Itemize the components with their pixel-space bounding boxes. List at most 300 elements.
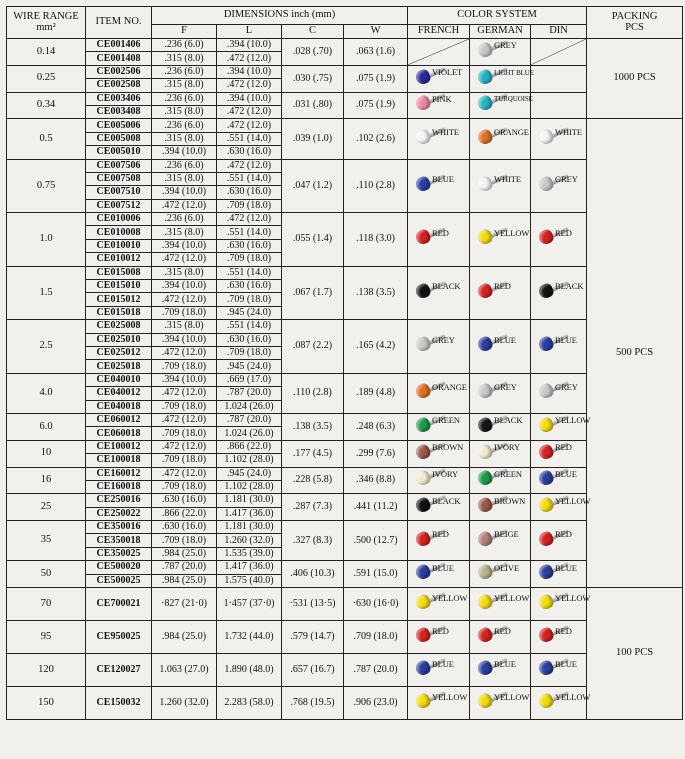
- item-no-cell: CE060018: [86, 427, 152, 440]
- wire-range-cell: 25: [7, 494, 86, 521]
- item-no-cell: CE001408: [86, 52, 152, 65]
- dim-f-cell: .630 (16.0): [152, 494, 217, 507]
- item-no-cell: CE350025: [86, 547, 152, 560]
- dim-f-cell: .315 (8.0): [152, 132, 217, 145]
- color-cell-german: [470, 621, 531, 654]
- dim-f-cell: .709 (18.0): [152, 360, 217, 373]
- color-label: BLUE: [555, 562, 577, 573]
- dim-f-cell: .709 (18.0): [152, 427, 217, 440]
- wire-range-cell: 0.14: [7, 39, 86, 66]
- item-no-cell: CE003406: [86, 92, 152, 105]
- item-no-cell: CE007506: [86, 159, 152, 172]
- dim-f-cell: .709 (18.0): [152, 306, 217, 319]
- color-cell-german: [470, 39, 531, 66]
- color-label: RED: [432, 529, 449, 540]
- wire-range-cell: 2.5: [7, 320, 86, 374]
- dim-w-cell: .102 (2.6): [344, 119, 408, 159]
- color-cell-din: [531, 687, 591, 720]
- color-cell-french: [408, 413, 470, 440]
- dim-l-cell: 1.102 (28.0): [217, 480, 282, 493]
- item-no-cell: CE040018: [86, 400, 152, 413]
- color-cell-french: [408, 654, 470, 687]
- item-no-cell: CE100012: [86, 440, 152, 453]
- item-no-cell: CE040012: [86, 387, 152, 400]
- dim-f-cell: .394 (10.0): [152, 239, 217, 252]
- dim-l-cell: .472 (12.0): [217, 79, 282, 92]
- color-cell-french: [408, 213, 470, 267]
- color-cell-din: [531, 440, 587, 467]
- color-label: YELLOW: [494, 592, 530, 603]
- item-no-cell: CE005008: [86, 132, 152, 145]
- dim-f-cell: .236 (6.0): [152, 119, 217, 132]
- item-no-cell: CE002506: [86, 65, 152, 78]
- dim-w-cell: .138 (3.5): [344, 266, 408, 320]
- item-no-cell: CE040010: [86, 373, 152, 386]
- color-cell-din: [531, 213, 587, 267]
- dim-l-cell: .394 (10.0): [217, 65, 282, 78]
- item-no-cell: CE250022: [86, 507, 152, 520]
- dim-w-cell: .075 (1.9): [344, 92, 408, 119]
- color-cell-din: [531, 467, 587, 494]
- dim-f-cell: .236 (6.0): [152, 159, 217, 172]
- table-row: [7, 561, 683, 574]
- dim-c-cell: .110 (2.8): [282, 373, 344, 413]
- color-label: ORANGE: [494, 127, 529, 138]
- color-cell-german: [470, 119, 531, 159]
- color-cell-german: [470, 213, 531, 267]
- table-row: [7, 39, 683, 52]
- dim-l-cell: .551 (14.0): [217, 172, 282, 185]
- dim-c-cell: .138 (3.5): [282, 413, 344, 440]
- dim-f-cell: .472 (12.0): [152, 346, 217, 359]
- item-no-cell: CE001406: [86, 39, 152, 52]
- dim-l-cell: .787 (20.0): [217, 387, 282, 400]
- color-cell-din: [531, 39, 587, 66]
- dim-f-cell: .236 (6.0): [152, 92, 217, 105]
- color-label: BROWN: [494, 495, 526, 506]
- dim-f-cell: .315 (8.0): [152, 52, 217, 65]
- color-cell-german: [470, 654, 531, 687]
- item-no-cell: CE007510: [86, 186, 152, 199]
- dim-l-cell: .945 (24.0): [217, 467, 282, 480]
- dim-f-cell: .630 (16.0): [152, 521, 217, 534]
- color-cell-german: [470, 65, 534, 92]
- color-label: GREEN: [494, 468, 522, 479]
- table-row: [7, 413, 683, 426]
- color-label: BLUE: [432, 658, 454, 669]
- wire-range-cell: 0.75: [7, 159, 86, 213]
- color-label: GREY: [432, 334, 455, 345]
- header-packing: PACKING PCS: [587, 7, 683, 39]
- dim-w-cell: .063 (1.6): [344, 39, 408, 66]
- dim-w-cell: .346 (8.8): [344, 467, 408, 494]
- item-no-cell: CE010006: [86, 213, 152, 226]
- dim-c-cell: .579 (14.7): [282, 621, 344, 654]
- dim-f-cell: .984 (25.0): [152, 574, 217, 587]
- dim-c-cell: .039 (1.0): [282, 119, 344, 159]
- color-cell-german: [470, 413, 531, 440]
- table-row: [7, 119, 683, 132]
- color-cell-french: [408, 561, 470, 588]
- table-row: [7, 687, 683, 720]
- dim-l-cell: .472 (12.0): [217, 52, 282, 65]
- wire-range-cell: 0.34: [7, 92, 86, 119]
- color-cell-german: [470, 159, 531, 213]
- header-w: W: [344, 25, 408, 39]
- table-row: [7, 654, 683, 687]
- item-no-cell: CE005010: [86, 146, 152, 159]
- color-label: BLUE: [555, 658, 577, 669]
- dim-f-cell: .709 (18.0): [152, 534, 217, 547]
- table-row: [7, 213, 683, 226]
- color-label: RED: [432, 227, 449, 238]
- color-label: YELLOW: [555, 415, 591, 426]
- dim-c-cell: .228 (5.8): [282, 467, 344, 494]
- color-cell-german: [470, 373, 531, 413]
- dim-w-cell: .709 (18.0): [344, 621, 408, 654]
- dim-l-cell: .394 (10.0): [217, 92, 282, 105]
- dim-l-cell: 1.575 (40.0): [217, 574, 282, 587]
- dim-l-cell: 1.260 (32.0): [217, 534, 282, 547]
- color-cell-french: [408, 373, 470, 413]
- color-label: OLIVE: [494, 562, 520, 573]
- item-no-cell: CE100018: [86, 454, 152, 467]
- wire-range-cell: 0.25: [7, 65, 86, 92]
- wire-range-cell: 95: [7, 621, 86, 654]
- color-cell-french: [408, 159, 470, 213]
- dim-f-cell: .984 (25.0): [152, 621, 217, 654]
- item-no-cell: CE003408: [86, 105, 152, 118]
- item-no-cell: CE950025: [86, 621, 152, 654]
- color-cell-german: [470, 521, 531, 561]
- dim-w-cell: .248 (6.3): [344, 413, 408, 440]
- color-label: PINK: [432, 93, 452, 104]
- color-cell-german: [470, 687, 531, 720]
- wire-range-cell: 0.5: [7, 119, 86, 159]
- color-cell-din: [531, 588, 591, 621]
- dim-f-cell: .472 (12.0): [152, 199, 217, 212]
- color-label: RED: [555, 625, 572, 636]
- color-cell-german: [470, 494, 531, 521]
- dim-w-cell: .189 (4.8): [344, 373, 408, 413]
- color-label: BROWN: [432, 442, 464, 453]
- dim-l-cell: .630 (16.0): [217, 333, 282, 346]
- dim-w-cell: .591 (15.0): [344, 561, 408, 588]
- dim-l-cell: 1.024 (26.0): [217, 427, 282, 440]
- dim-c-cell: .087 (2.2): [282, 320, 344, 374]
- dim-c-cell: .031 (.80): [282, 92, 344, 119]
- color-label: YELLOW: [555, 691, 591, 702]
- color-cell-din: [531, 373, 587, 413]
- dim-f-cell: .709 (18.0): [152, 480, 217, 493]
- item-no-cell: CE002508: [86, 79, 152, 92]
- empty-diagonal: [408, 39, 469, 65]
- color-cell-french: [408, 467, 470, 494]
- dim-f-cell: .472 (12.0): [152, 413, 217, 426]
- dim-w-cell: .299 (7.6): [344, 440, 408, 467]
- dim-l-cell: 1.535 (39.0): [217, 547, 282, 560]
- dim-f-cell: .866 (22.0): [152, 507, 217, 520]
- color-label: WHITE: [494, 174, 521, 185]
- dim-l-cell: 1.417 (36.0): [217, 561, 282, 574]
- dim-l-cell: .709 (18.0): [217, 346, 282, 359]
- header-c: C: [282, 25, 344, 39]
- dim-f-cell: .315 (8.0): [152, 320, 217, 333]
- color-label: BLUE: [432, 174, 454, 185]
- dim-c-cell: .055 (1.4): [282, 213, 344, 267]
- item-no-cell: CE025012: [86, 346, 152, 359]
- wire-range-cell: 120: [7, 654, 86, 687]
- item-no-cell: CE010012: [86, 253, 152, 266]
- table-row: [7, 373, 683, 386]
- dim-f-cell: .394 (10.0): [152, 373, 217, 386]
- dim-f-cell: .472 (12.0): [152, 253, 217, 266]
- color-label: YELLOW: [432, 691, 468, 702]
- dim-w-cell: .500 (12.7): [344, 521, 408, 561]
- dim-l-cell: .472 (12.0): [217, 105, 282, 118]
- dim-l-cell: 2.283 (58.0): [217, 687, 282, 720]
- item-no-cell: CE010008: [86, 226, 152, 239]
- item-no-cell: CE015012: [86, 293, 152, 306]
- dim-c-cell: .287 (7.3): [282, 494, 344, 521]
- dim-f-cell: .394 (10.0): [152, 186, 217, 199]
- dim-f-cell: .472 (12.0): [152, 293, 217, 306]
- color-label: BLUE: [555, 334, 577, 345]
- dim-w-cell: .906 (23.0): [344, 687, 408, 720]
- dim-f-cell: .315 (8.0): [152, 105, 217, 118]
- dim-l-cell: 1.181 (30.0): [217, 494, 282, 507]
- header-color-system: COLOR SYSTEM: [408, 7, 587, 25]
- color-cell-din: [531, 561, 587, 588]
- wire-range-cell: 70: [7, 588, 86, 621]
- dim-l-cell: .472 (12.0): [217, 119, 282, 132]
- dim-f-cell: .315 (8.0): [152, 266, 217, 279]
- color-cell-french: [408, 266, 470, 320]
- table-row: [7, 320, 683, 333]
- color-cell-french: [408, 320, 470, 374]
- color-label: ORANGE: [432, 381, 467, 392]
- color-cell-french: [408, 521, 470, 561]
- color-cell-french: [408, 588, 470, 621]
- wire-range-cell: 150: [7, 687, 86, 720]
- table-body: [7, 39, 683, 720]
- color-label: GREEN: [432, 415, 460, 426]
- color-label: BLACK: [432, 495, 461, 506]
- item-no-cell: CE025008: [86, 320, 152, 333]
- color-label: BLUE: [555, 468, 577, 479]
- dim-l-cell: .472 (12.0): [217, 213, 282, 226]
- wire-range-cell: 1.0: [7, 213, 86, 267]
- item-no-cell: CE350018: [86, 534, 152, 547]
- dim-w-cell: .441 (11.2): [344, 494, 408, 521]
- item-no-cell: CE150032: [86, 687, 152, 720]
- dim-l-cell: .630 (16.0): [217, 239, 282, 252]
- item-no-cell: CE160018: [86, 480, 152, 493]
- dim-l-cell: 1.732 (44.0): [217, 621, 282, 654]
- dim-l-cell: 1.181 (30.0): [217, 521, 282, 534]
- header-item-no: ITEM NO.: [86, 7, 152, 39]
- item-no-cell: CE005006: [86, 119, 152, 132]
- dim-f-cell: .394 (10.0): [152, 146, 217, 159]
- dim-f-cell: .315 (8.0): [152, 172, 217, 185]
- packing-cell: 100 PCS: [587, 588, 683, 720]
- header-l: L: [217, 25, 282, 39]
- table-row: [7, 467, 683, 480]
- dim-c-cell: .028 (.70): [282, 39, 344, 66]
- wire-range-cell: 35: [7, 521, 86, 561]
- item-no-cell: CE500020: [86, 561, 152, 574]
- dim-f-cell: .236 (6.0): [152, 213, 217, 226]
- dim-l-cell: .630 (16.0): [217, 186, 282, 199]
- dim-c-cell: ·531 (13·5): [282, 588, 344, 621]
- color-label: BEIGE: [494, 529, 519, 540]
- dim-l-cell: .669 (17.0): [217, 373, 282, 386]
- item-no-cell: CE007508: [86, 172, 152, 185]
- color-label: RED: [555, 529, 572, 540]
- color-cell-din: [531, 521, 587, 561]
- dim-w-cell: .787 (20.0): [344, 654, 408, 687]
- color-cell-french: [408, 39, 470, 66]
- dim-l-cell: 1.417 (36.0): [217, 507, 282, 520]
- dim-f-cell: .709 (18.0): [152, 400, 217, 413]
- dim-f-cell: .394 (10.0): [152, 333, 217, 346]
- dim-w-cell: .118 (3.0): [344, 213, 408, 267]
- color-label: BLACK: [494, 415, 523, 426]
- dim-l-cell: .394 (10.0): [217, 39, 282, 52]
- color-label: YELLOW: [432, 592, 468, 603]
- item-no-cell: CE015018: [86, 306, 152, 319]
- dim-l-cell: .551 (14.0): [217, 320, 282, 333]
- dim-f-cell: .315 (8.0): [152, 226, 217, 239]
- color-label: RED: [494, 625, 511, 636]
- color-label: GREY: [555, 381, 578, 392]
- dim-w-cell: .110 (2.8): [344, 159, 408, 213]
- wire-range-cell: 16: [7, 467, 86, 494]
- color-cell-din: [531, 494, 591, 521]
- color-cell-din: [531, 320, 587, 374]
- color-label: RED: [432, 625, 449, 636]
- color-cell-din: [531, 65, 587, 92]
- color-label: LIGHT BLUE: [494, 68, 534, 77]
- dim-c-cell: .657 (16.7): [282, 654, 344, 687]
- color-cell-french: [408, 92, 470, 119]
- color-cell-din: [531, 621, 587, 654]
- dim-c-cell: .327 (8.3): [282, 521, 344, 561]
- wire-range-cell: 4.0: [7, 373, 86, 413]
- table-row: [7, 621, 683, 654]
- table-row: [7, 65, 683, 78]
- dim-l-cell: .787 (20.0): [217, 413, 282, 426]
- color-cell-french: [408, 621, 470, 654]
- header-french: FRENCH: [408, 25, 470, 39]
- color-cell-german: [470, 266, 531, 320]
- header-dimensions: DIMENSIONS inch (mm): [152, 7, 408, 25]
- color-cell-french: [408, 494, 470, 521]
- color-label: WHITE: [432, 127, 459, 138]
- color-label: BLACK: [555, 281, 584, 292]
- dim-f-cell: .472 (12.0): [152, 467, 217, 480]
- color-label: RED: [494, 281, 511, 292]
- wire-range-cell: 1.5: [7, 266, 86, 320]
- color-label: BLUE: [432, 562, 454, 573]
- color-label: BLUE: [494, 658, 516, 669]
- dim-f-cell: .472 (12.0): [152, 440, 217, 453]
- dim-c-cell: .406 (10.3): [282, 561, 344, 588]
- item-no-cell: CE015010: [86, 280, 152, 293]
- color-label: GREY: [555, 174, 578, 185]
- color-label: TURQUOISE: [494, 95, 533, 104]
- dim-c-cell: .768 (19.5): [282, 687, 344, 720]
- dim-l-cell: 1·457 (37·0): [217, 588, 282, 621]
- dim-f-cell: .315 (8.0): [152, 79, 217, 92]
- header-din: DIN: [531, 25, 587, 39]
- color-cell-german: [470, 440, 531, 467]
- dim-l-cell: .945 (24.0): [217, 360, 282, 373]
- dim-f-cell: .984 (25.0): [152, 547, 217, 560]
- color-cell-german: [470, 588, 531, 621]
- dim-l-cell: .551 (14.0): [217, 132, 282, 145]
- dim-l-cell: .551 (14.0): [217, 266, 282, 279]
- item-no-cell: CE700021: [86, 588, 152, 621]
- item-no-cell: CE160012: [86, 467, 152, 480]
- table-row: [7, 159, 683, 172]
- table-row: [7, 440, 683, 453]
- color-label: YELLOW: [555, 592, 591, 603]
- dim-w-cell: .075 (1.9): [344, 65, 408, 92]
- dim-f-cell: .787 (20.0): [152, 561, 217, 574]
- color-cell-french: [408, 440, 470, 467]
- dim-f-cell: .236 (6.0): [152, 39, 217, 52]
- table-row: [7, 494, 683, 507]
- dim-l-cell: .866 (22.0): [217, 440, 282, 453]
- wire-range-cell: 6.0: [7, 413, 86, 440]
- dim-l-cell: .630 (16.0): [217, 146, 282, 159]
- color-label: RED: [555, 227, 572, 238]
- packing-cell: 500 PCS: [587, 119, 683, 588]
- header-german: GERMAN: [470, 25, 531, 39]
- color-label: BLUE: [494, 334, 516, 345]
- dim-l-cell: .630 (16.0): [217, 280, 282, 293]
- dim-f-cell: .472 (12.0): [152, 387, 217, 400]
- dim-c-cell: .030 (.75): [282, 65, 344, 92]
- color-cell-german: [470, 561, 531, 588]
- color-label: RED: [555, 442, 572, 453]
- item-no-cell: CE500025: [86, 574, 152, 587]
- dim-l-cell: .709 (18.0): [217, 253, 282, 266]
- item-no-cell: CE350016: [86, 521, 152, 534]
- dim-l-cell: .709 (18.0): [217, 293, 282, 306]
- dim-f-cell: 1.063 (27.0): [152, 654, 217, 687]
- dim-f-cell: .394 (10.0): [152, 280, 217, 293]
- dim-f-cell: ·827 (21·0): [152, 588, 217, 621]
- wire-range-cell: 10: [7, 440, 86, 467]
- color-cell-french: [408, 687, 470, 720]
- table-row: [7, 588, 683, 621]
- ferrule-spec-table: [6, 6, 683, 720]
- item-no-cell: CE060012: [86, 413, 152, 426]
- packing-cell: 1000 PCS: [587, 39, 683, 119]
- color-label: VIOLET: [432, 67, 463, 78]
- item-no-cell: CE025018: [86, 360, 152, 373]
- dim-f-cell: .709 (18.0): [152, 454, 217, 467]
- dim-l-cell: .709 (18.0): [217, 199, 282, 212]
- color-label: WHITE: [555, 127, 582, 138]
- dim-l-cell: 1.890 (48.0): [217, 654, 282, 687]
- item-no-cell: CE025010: [86, 333, 152, 346]
- table-row: [7, 92, 683, 105]
- color-label: GREY: [494, 381, 517, 392]
- header-f: F: [152, 25, 217, 39]
